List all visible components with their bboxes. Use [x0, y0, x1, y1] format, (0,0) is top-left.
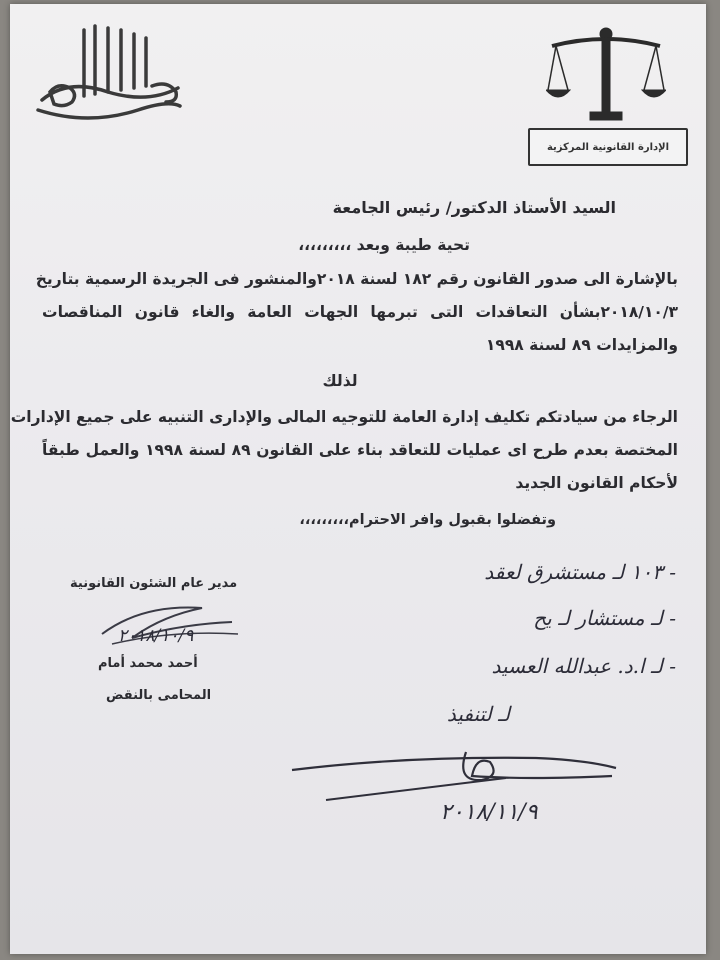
- therefore-heading: لذلك: [322, 372, 358, 390]
- signatory-title: مدير عام الشئون القانونية: [70, 576, 238, 591]
- handwritten-note-3: - لـ ا.د. عبدالله العسيد: [491, 654, 676, 678]
- handwritten-note-2: - لـ مستشار لـ يح: [533, 606, 676, 630]
- para2-line3: لأحكام القانون الجديد: [515, 474, 678, 492]
- signatory-date: ٢٠١٨/١٠/٩: [118, 626, 194, 646]
- para2-line1: الرجاء من سيادتكم تكليف إدارة العامة للتوجيه المالى والإدارى التنبيه على جميع الإدارات: [10, 408, 678, 426]
- para2-line2: المختصة بعدم طرح اى عمليات للتعاقد بناء على القانون ٨٩ لسنة ١٩٩٨ والعمل طبقاً: [42, 441, 678, 459]
- handwritten-note-4: لـ لتنفيذ: [446, 702, 510, 726]
- final-date: ٢٠١٨/١١/٩: [440, 800, 538, 825]
- closing: وتفضلوا بقبول وافر الاحترام،،،،،،،،،: [299, 512, 556, 528]
- para1-line1: بالإشارة الى صدور القانون رقم ١٨٢ لسنة ٢٠١٨والمنشور فى الجريدة الرسمية بتاريخ: [35, 270, 678, 288]
- handwritten-note-1: - ١٠٣ لـ مستشرق لعقد: [484, 560, 676, 584]
- para1-line3: والمزايدات ٨٩ لسنة ١٩٩٨: [485, 336, 678, 354]
- signatory-role: المحامى بالنقض: [106, 688, 212, 703]
- signatory-name: أحمد محمد أمام: [98, 656, 198, 671]
- letter-page: [10, 4, 706, 954]
- department-badge: الإدارة القانونية المركزية: [528, 128, 688, 166]
- para1-line2: ٢٠١٨/١٠/٣بشأن التعاقدات التى تبرمها الجهات العامة والغاء قانون المناقصات: [42, 303, 678, 321]
- salutation: السيد الأستاذ الدكتور/ رئيس الجامعة: [332, 198, 616, 217]
- greeting: تحية طيبة وبعد ،،،،،،،،،: [298, 236, 470, 254]
- basmala-calligraphy: [28, 22, 188, 126]
- scales-of-justice-icon: [546, 26, 666, 126]
